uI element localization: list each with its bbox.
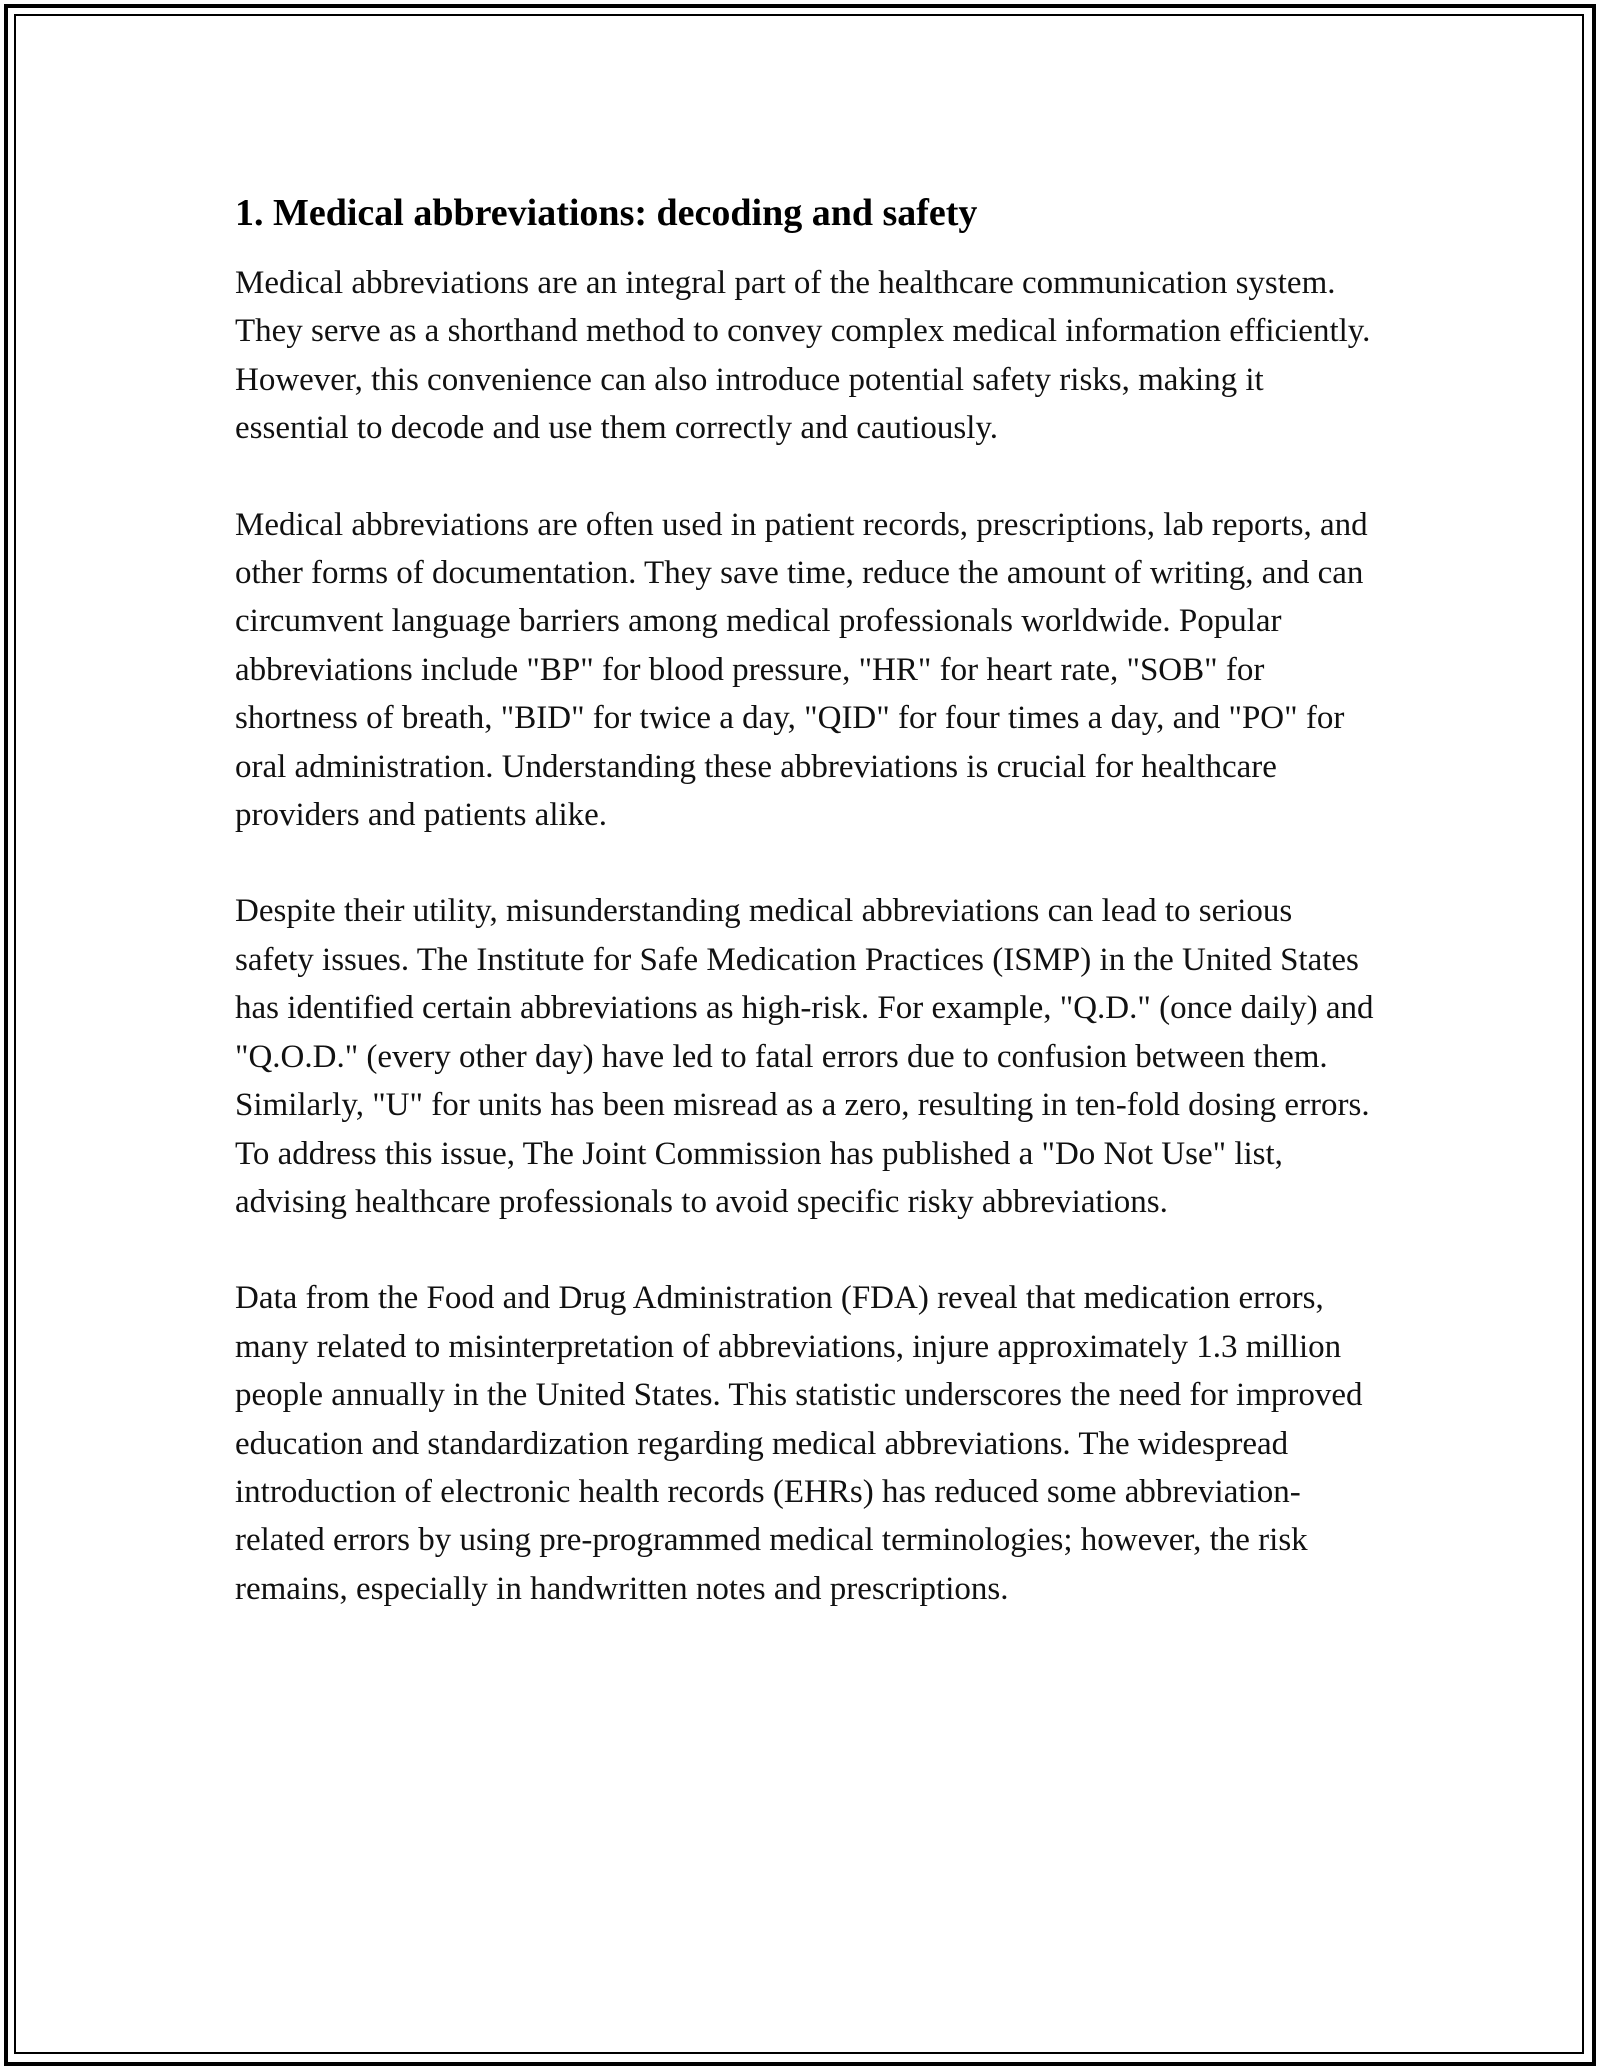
paragraph-fda-data: Data from the Food and Drug Administration (FDA) reveal that medication errors, many related to misinterpretation of abbreviations, injure approximately 1.3 million people annually in the United States. This statistic underscores the need for improved education and standardization regarding medical abbreviations. The widespread introduction of electronic health records (EHRs) has reduced some abbreviation-related errors by using pre-programmed medical terminologies; however, the risk remains, especially in handwritten notes and prescriptions. (235, 1280, 1363, 1607)
document-body (235, 185, 1375, 1613)
paragraph-common-usage: Medical abbreviations are often used in patient records, prescriptions, lab reports, and other forms of documentation. They save time, reduce the amount of writing, and can circumvent language barriers among medical professionals worldwide. Popular abbreviations include "BP" for blood pressure, "HR" for heart rate, "SOB" for shortness of breath, "BID" for twice a day, "QID" for four times a day, and "PO" for oral administration. Understanding these abbreviations is crucial for healthcare providers and patients alike. (235, 506, 1368, 834)
paragraph-intro: Medical abbreviations are an integral part of the healthcare communication system. They serve as a shorthand method to convey complex medical information efficiently. However, this convenience can also introduce potential safety risks, making it essential to decode and use them correctly and cautiously. (235, 265, 1371, 447)
paragraph-safety-issues: Despite their utility, misunderstanding medical abbreviations can lead to serious safety issues. The Institute for Safe Medication Practices (ISMP) in the United States has identified certain abbreviations as high-risk. For example, "Q.D." (once daily) and "Q.O.D." (every other day) have led to fatal errors due to confusion between them. Similarly, "U" for units has been misread as a zero, resulting in ten-fold dosing errors. To address this issue, The Joint Commission has published a "Do Not Use" list, advising healthcare professionals to avoid specific risky abbreviations. (235, 893, 1374, 1220)
section-heading: 1. Medical abbreviations: decoding and safety (235, 192, 978, 234)
